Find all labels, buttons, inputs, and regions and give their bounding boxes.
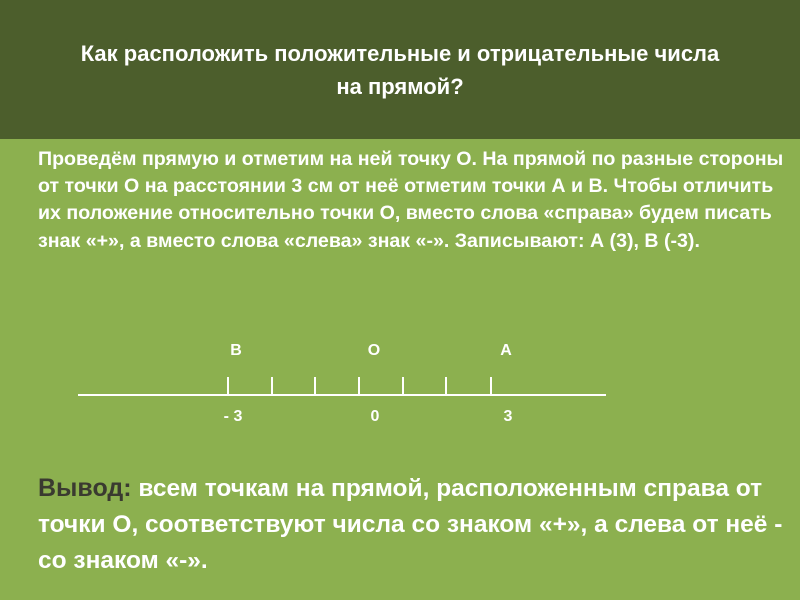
- number-line-axis: [78, 373, 606, 403]
- conclusion-paragraph: [38, 470, 796, 579]
- title-band: [0, 0, 800, 139]
- point-label-b: В: [230, 342, 242, 359]
- slide-title: Как расположить положительные и отрицательные числа на прямой?: [80, 40, 720, 99]
- explanation-paragraph: Проведём прямую и отметим на ней точку О. На прямой по разные стороны от точки О на расстоянии 3 см от неё отметим точки А и В. Чтобы отличить их положение относительно точки О, вместо слова «справа» будем писать знак «+», а вместо слова «слева» знак «-». Записывают: А (3), В (-3).: [38, 148, 784, 252]
- value-label-0: 0: [370, 408, 380, 425]
- conclusion-block: [38, 470, 796, 579]
- explanation-text: [38, 146, 796, 255]
- point-label-o: О: [367, 342, 381, 359]
- value-label-3: 3: [503, 408, 513, 425]
- value-label-minus-3: - 3: [223, 408, 243, 425]
- conclusion-text: всем точкам на прямой, расположенным справа от точки О, соответствуют числа со знаком «+», а слева от неё - со знаком «-».: [38, 475, 783, 574]
- point-label-a: А: [500, 342, 512, 359]
- conclusion-heading: Вывод:: [38, 474, 132, 502]
